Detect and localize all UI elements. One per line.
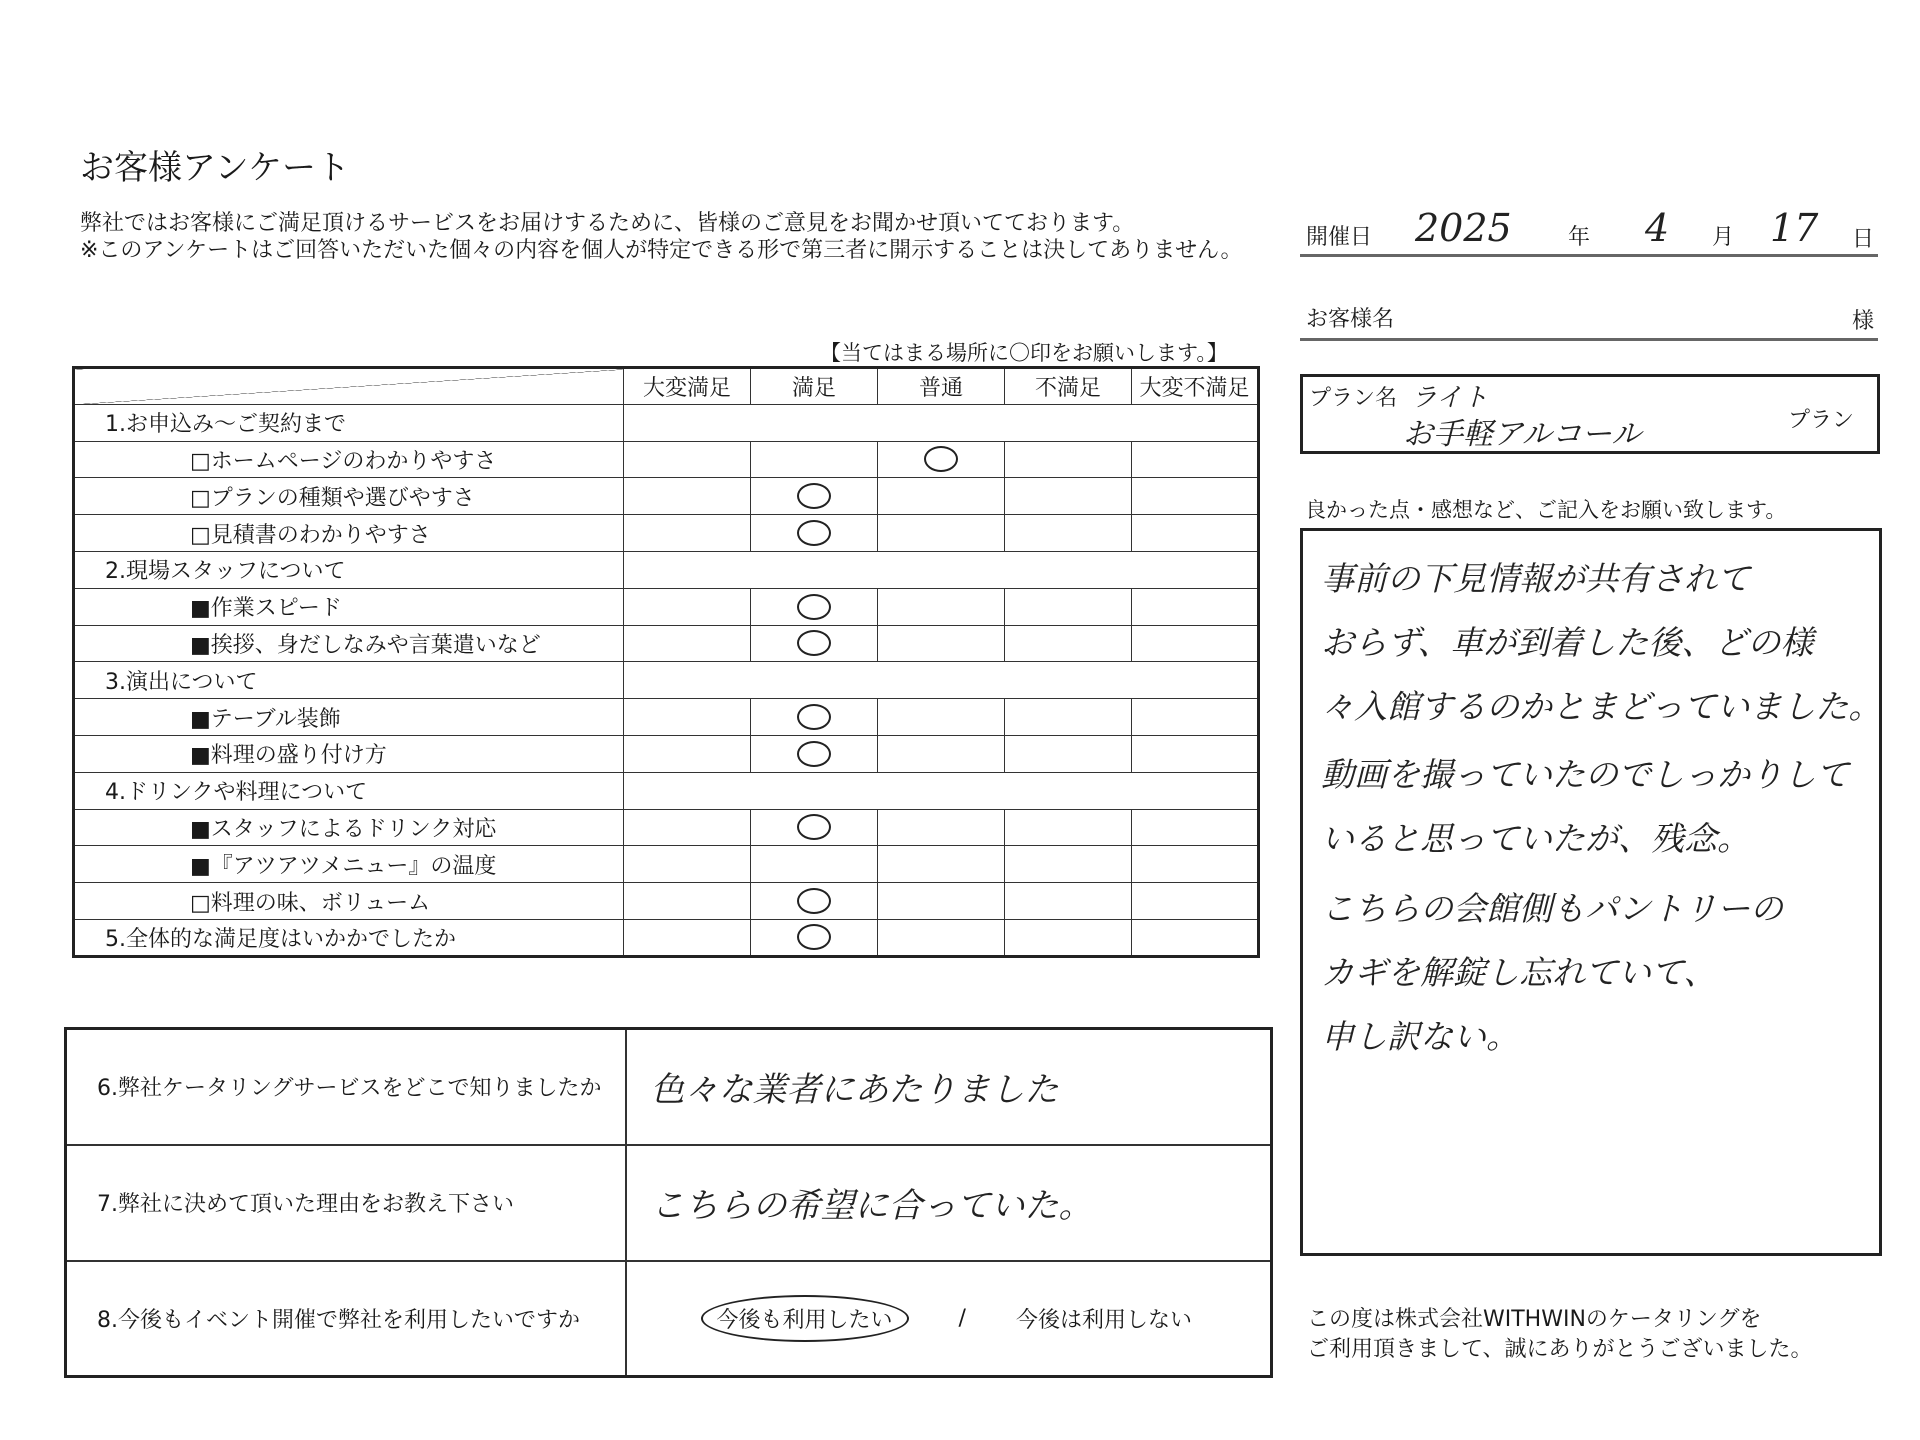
rating-cell[interactable] [751,735,878,772]
rating-cell[interactable] [878,441,1005,478]
item-label: ■挨拶、身だしなみや言葉遣いなど [74,625,624,662]
rating-cell[interactable] [1005,625,1132,662]
question-row-8 [66,1261,1272,1377]
column-header: 普通 [878,368,1005,405]
rating-cell[interactable] [1132,809,1259,846]
column-header: 不満足 [1005,368,1132,405]
rating-cell[interactable] [624,919,751,956]
rating-cell[interactable] [751,846,878,883]
circle-mark [797,594,831,620]
rating-cell [1005,551,1132,588]
rating-cell[interactable] [624,515,751,552]
rating-cell [751,404,878,441]
item-label: ■テーブル装飾 [74,699,624,736]
column-header: 大変不満足 [1132,368,1259,405]
rating-cell[interactable] [624,809,751,846]
rating-cell[interactable] [751,883,878,920]
intro-line-1: 弊社ではお客様にご満足頂けるサービスをお届けするために、皆様のご意見をお聞かせ頂いてております。 [80,211,1135,236]
rating-cell[interactable] [1005,846,1132,883]
rating-cell [1132,551,1259,588]
rating-item-row [74,846,1259,883]
thanks-line-1: この度は株式会社WITHWINのケータリングを [1307,1307,1762,1332]
rating-cell [624,662,751,699]
month-unit: 月 [1712,225,1735,250]
option-will-use-again[interactable]: 今後も利用したい [701,1295,909,1342]
rating-cell [1132,404,1259,441]
rating-cell[interactable] [1005,809,1132,846]
question-label: 6.弊社ケータリングサービスをどこで知りましたか [66,1029,626,1145]
rating-cell [751,772,878,809]
rating-cell[interactable] [1132,846,1259,883]
rating-cell[interactable] [624,441,751,478]
rating-cell[interactable] [1132,625,1259,662]
item-label: ■作業スピード [74,588,624,625]
comments-box[interactable] [1300,528,1882,1256]
rating-cell[interactable] [1132,919,1259,956]
rating-cell[interactable] [878,919,1005,956]
rating-item-row [74,883,1259,920]
handwritten-answer[interactable]: こちらの希望に合っていた。 [626,1145,1272,1261]
rating-cell[interactable] [1132,699,1259,736]
event-date-field [1300,206,1878,257]
comment-line: こちらの会館側もパントリーの [1321,889,1783,928]
customer-name-suffix: 様 [1852,309,1875,334]
rating-cell [1005,662,1132,699]
question-row-7 [66,1145,1272,1261]
rating-cell[interactable] [1132,735,1259,772]
rating-cell [1132,662,1259,699]
rating-item-row [74,588,1259,625]
comments-prompt: 良かった点・感想など、ご記入をお願い致します。 [1305,498,1787,522]
circle-mark [797,520,831,546]
rating-cell[interactable] [1005,588,1132,625]
questions-table [64,1027,1273,1378]
comment-line: おらず、車が到着した後、どの様 [1321,623,1814,662]
rating-cell[interactable] [624,699,751,736]
rating-cell[interactable] [751,919,878,956]
section-label: 4.ドリンクや料理について [74,772,624,809]
rating-cell[interactable] [1005,883,1132,920]
handwritten-answer[interactable]: 色々な業者にあたりました [626,1029,1272,1145]
day-unit: 日 [1852,227,1875,252]
section-label: 1.お申込み～ご契約まで [74,404,624,441]
item-label: ■スタッフによるドリンク対応 [74,809,624,846]
rating-cell[interactable] [751,441,878,478]
rating-section-row [74,662,1259,699]
rating-table-header [74,368,1259,405]
item-label: ■料理の盛り付け方 [74,735,624,772]
rating-section-row [74,551,1259,588]
comment-line: 動画を撮っていたのでしっかりして [1321,755,1849,794]
question-label: 8.今後もイベント開催で弊社を利用したいですか [66,1261,626,1377]
rating-cell [1132,772,1259,809]
event-date-month[interactable]: 4 [1645,206,1670,250]
rating-cell[interactable] [624,625,751,662]
rating-cell[interactable] [624,883,751,920]
rating-cell [751,551,878,588]
thanks-message [1307,1305,1813,1365]
rating-cell [624,404,751,441]
rating-item-row [74,809,1259,846]
rating-cell[interactable] [751,588,878,625]
rating-cell[interactable] [624,735,751,772]
event-date-year[interactable]: 2025 [1415,206,1512,250]
year-unit: 年 [1568,225,1591,250]
rating-cell [1005,772,1132,809]
rating-item-row [74,478,1259,515]
plan-label: プラン名 [1309,386,1398,411]
instruction-text: 【当てはまる場所に〇印をお願いします。】 [820,341,1228,365]
rating-cell [624,551,751,588]
intro-line-2: ※このアンケートはご回答いただいた個々の内容を個人が特定できる形で第三者に開示することは決してありません。 [80,238,1243,263]
plan-name-line-2[interactable]: お手軽アルコール [1403,417,1642,452]
rating-cell [878,662,1005,699]
page-title: お客様アンケート [80,148,350,188]
rating-section-row [74,919,1259,956]
thanks-line-2: ご利用頂きまして、誠にありがとうございました。 [1307,1337,1813,1362]
rating-cell[interactable] [624,588,751,625]
rating-cell [878,772,1005,809]
rating-cell[interactable] [878,699,1005,736]
rating-cell[interactable] [878,809,1005,846]
rating-section-row [74,404,1259,441]
question-label: 7.弊社に決めて頂いた理由をお教え下さい [66,1145,626,1261]
rating-cell [878,551,1005,588]
header-diagonal-cell [74,368,624,405]
rating-table-body [74,404,1259,956]
rating-cell[interactable] [1005,699,1132,736]
rating-section-row [74,772,1259,809]
rating-cell[interactable] [624,846,751,883]
rating-table [72,366,1260,958]
rating-cell[interactable] [1132,441,1259,478]
rating-cell[interactable] [751,625,878,662]
rating-cell[interactable] [1132,883,1259,920]
comment-line: 々入館するのかとまどっていました。 [1321,687,1882,726]
circle-mark [924,446,958,472]
rating-cell[interactable] [878,478,1005,515]
circle-mark [797,630,831,656]
rating-cell[interactable] [751,699,878,736]
rating-item-row [74,625,1259,662]
rating-cell[interactable] [1005,478,1132,515]
rating-item-row [74,441,1259,478]
rating-cell[interactable] [751,515,878,552]
rating-cell[interactable] [1132,588,1259,625]
comment-line: カギを解錠し忘れていて、 [1321,953,1717,992]
rating-cell[interactable] [878,883,1005,920]
column-header: 満足 [751,368,878,405]
plan-box [1300,374,1880,454]
item-label: □見積書のわかりやすさ [74,515,624,552]
column-header: 大変満足 [624,368,751,405]
intro-text [80,210,1260,264]
option-separator: / [958,1305,966,1331]
comment-line: 申し訳ない。 [1321,1017,1519,1056]
section-label: 5.全体的な満足度はいかかでしたか [74,919,624,956]
rating-cell[interactable] [878,588,1005,625]
item-label: □ホームページのわかりやすさ [74,441,624,478]
item-label: □料理の味、ボリューム [74,883,624,920]
item-label: ■『アツアツメニュー』の温度 [74,846,624,883]
rating-cell[interactable] [878,515,1005,552]
customer-name-field [1300,296,1878,341]
customer-name-label: お客様名 [1306,307,1395,332]
rating-cell[interactable] [878,735,1005,772]
rating-item-row [74,699,1259,736]
rating-cell[interactable] [751,478,878,515]
rating-cell[interactable] [1005,919,1132,956]
rating-cell [878,404,1005,441]
rating-cell[interactable] [878,625,1005,662]
comment-line: いると思っていたが、残念。 [1321,819,1750,858]
rating-cell[interactable] [878,846,1005,883]
circle-mark [797,704,831,730]
item-label: □プランの種類や選びやすさ [74,478,624,515]
rating-cell [1005,404,1132,441]
section-label: 2.現場スタッフについて [74,551,624,588]
rating-cell[interactable] [1132,478,1259,515]
rating-cell [624,772,751,809]
event-date-label: 開催日 [1306,225,1373,250]
circle-mark [797,483,831,509]
circle-mark [797,924,831,950]
plan-suffix: プラン [1788,408,1855,433]
event-date-day[interactable]: 17 [1770,206,1819,250]
rating-item-row [74,515,1259,552]
section-label: 3.演出について [74,662,624,699]
rating-item-row [74,735,1259,772]
circle-mark [797,814,831,840]
rating-cell[interactable] [751,809,878,846]
rating-cell[interactable] [624,478,751,515]
comment-line: 事前の下見情報が共有されて [1321,559,1750,598]
circle-mark [797,888,831,914]
plan-name-line-1[interactable]: ライト [1411,383,1489,413]
question-row-6 [66,1029,1272,1145]
rating-cell[interactable] [1005,735,1132,772]
rating-cell [751,662,878,699]
option-will-not-use[interactable]: 今後は利用しない [1015,1307,1192,1333]
circle-mark [797,741,831,767]
rating-cell[interactable] [1005,515,1132,552]
answer-options [626,1261,1272,1377]
rating-cell[interactable] [1005,441,1132,478]
rating-cell[interactable] [1132,515,1259,552]
